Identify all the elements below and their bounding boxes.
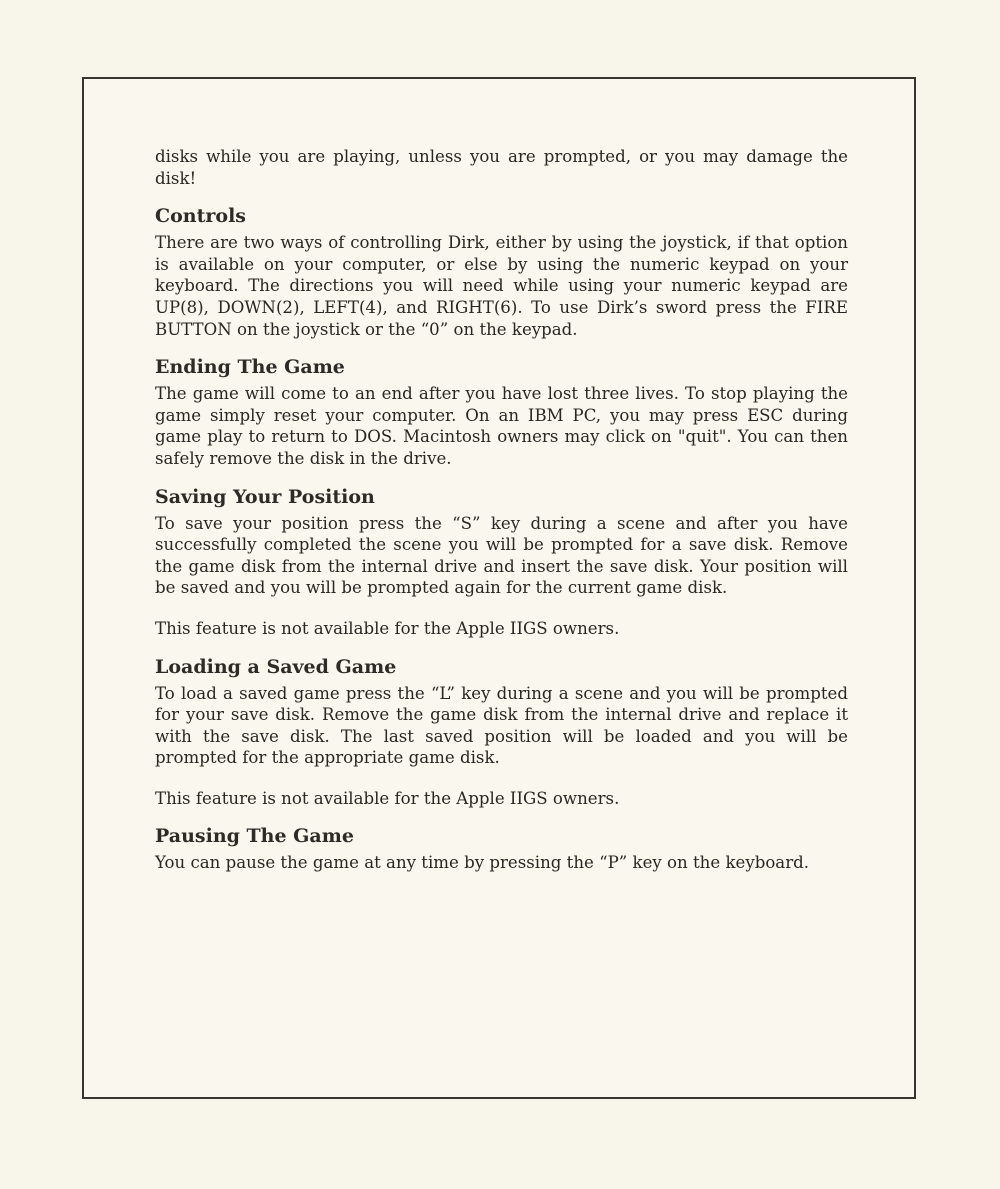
ending-section [155,354,848,469]
loading-note: This feature is not available for the Apple IIGS owners. [155,788,620,808]
controls-paragraph: There are two ways of controlling Dirk, either by using the joystick, if that option is available on your computer, or else by using the numeric keypad on your keyboard. The directions you will need while using your numeric keypad are UP(8), DOWN(2), LEFT(4), and RIGHT(6). To use Dirk’s sword press the FIRE BUTTON on the joystick or the “0” on the keypad. [155,233,848,339]
pausing-heading: Pausing The Game [155,825,354,848]
pausing-section [155,823,848,874]
pausing-paragraph: You can pause the game at any time by pressing the “P” key on the keyboard. [155,853,810,873]
saving-note: This feature is not available for the Apple IIGS owners. [155,618,620,638]
saving-section [155,484,848,640]
loading-heading: Loading a Saved Game [155,655,397,678]
ending-paragraph: The game will come to an end after you have lost three lives. To stop playing the game simply reset your computer. On an IBM PC, you may press ESC during game play to return to DOS. Macintosh owners may click on "quit". You can then safely remove the disk in the drive. [155,384,848,468]
controls-section [155,203,848,340]
controls-heading: Controls [155,205,246,228]
loading-paragraph: To load a saved game press the “L” key during a scene and you will be prompted for your save disk. Remove the game disk from the internal drive and replace it with the save disk. The last saved position will be loaded and you will be prompted for the appropriate game disk. [155,683,848,768]
saving-paragraph: To save your position press the “S” key during a scene and after you have successfully completed the scene you will be prompted for a save disk. Remove the game disk from the internal drive and insert the save disk. Your position will be saved and you will be prompted again for the current game disk. [155,513,848,598]
ending-heading: Ending The Game [155,356,345,379]
manual-page-content [155,146,848,874]
intro-paragraph: disks while you are playing, unless you are prompted, or you may damage the disk! [155,147,848,188]
loading-section [155,654,848,810]
saving-heading: Saving Your Position [155,485,375,508]
